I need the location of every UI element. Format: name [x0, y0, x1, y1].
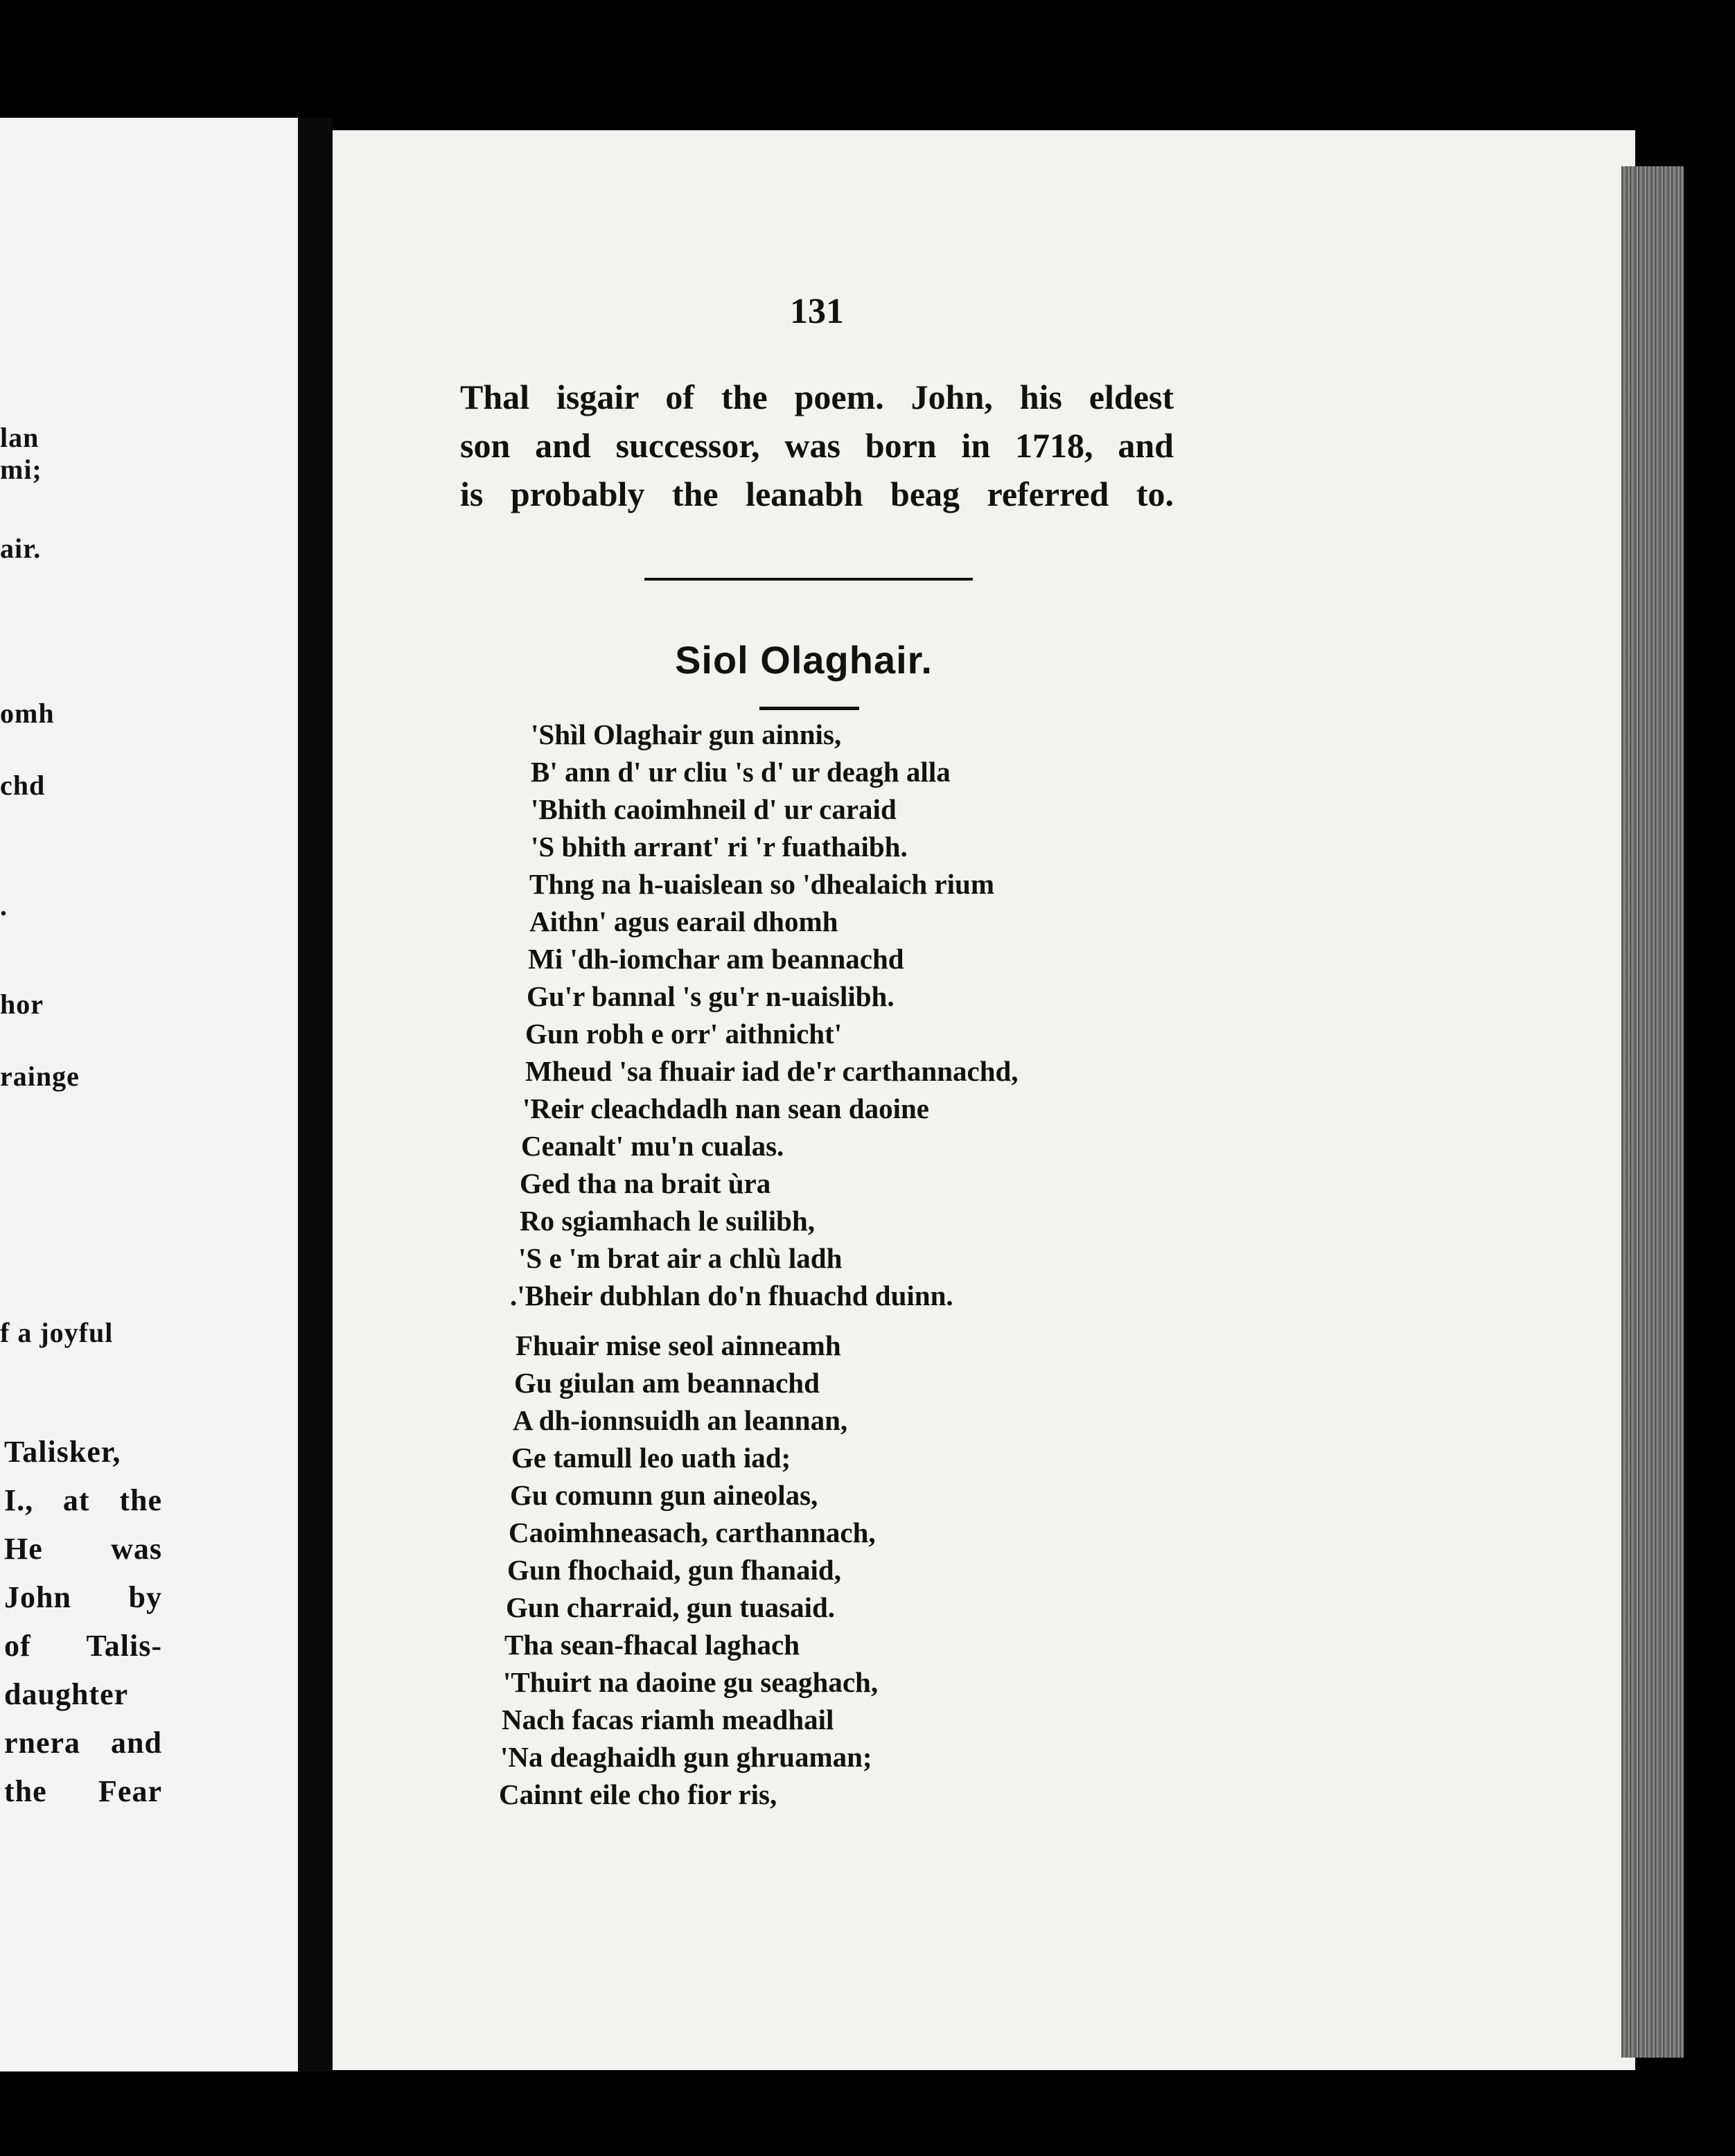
- prose-line: is probably the leanabh beag referred to.: [460, 475, 1174, 513]
- left-justified-line: daughter: [4, 1677, 129, 1711]
- poem-title: Siol Olaghair.: [675, 638, 933, 682]
- verse-line: Ro sgiamhach le suilibh,: [520, 1205, 816, 1237]
- left-justified-line: I., at the: [4, 1483, 162, 1517]
- verse-line: 'S bhith arrant' ri 'r fuathaibh.: [531, 831, 908, 863]
- verse-line: Gu giulan am beannachd: [514, 1367, 820, 1399]
- verse-line: Mi 'dh-iomchar am beannachd: [528, 943, 904, 975]
- prose-line: son and successor, was born in 1718, and: [460, 426, 1174, 465]
- verse-line: Aithn' agus earail dhomh: [529, 905, 838, 937]
- left-fragment-line: .: [0, 890, 8, 921]
- left-justified-line: Talisker,: [4, 1435, 121, 1469]
- verse-line: Cainnt eile cho fior ris,: [499, 1778, 777, 1810]
- left-fragment-line: air.: [0, 533, 42, 564]
- left-fragment-line: chd: [0, 770, 46, 801]
- verse-line: Gun charraid, gun tuasaid.: [506, 1591, 836, 1623]
- verse-line: 'Thuirt na daoine gu seaghach,: [503, 1666, 879, 1698]
- section-divider: [644, 578, 973, 581]
- left-page-fragment: [0, 118, 298, 2071]
- left-fragment-line: mi;: [0, 454, 42, 485]
- prose-line: Thal isgair of the poem. John, his eldest: [460, 378, 1174, 416]
- verse-line: 'Reir cleachdadh nan sean daoine: [522, 1093, 929, 1124]
- verse-line: Tha sean-fhacal laghach: [504, 1629, 800, 1661]
- verse-line: 'Shìl Olaghair gun ainnis,: [531, 718, 842, 750]
- book-gutter: [298, 118, 333, 2071]
- verse-line: Thng na h-uaislean so 'dhealaich rium: [529, 868, 994, 900]
- verse-line: Caoimhneasach, carthannach,: [509, 1517, 876, 1548]
- left-fragment-line: f a joyful: [0, 1317, 114, 1348]
- verse-line: .'Bheir dubhlan do'n fhuachd duinn.: [510, 1280, 953, 1311]
- verse-line: 'Bhith caoimhneil d' ur caraid: [531, 793, 897, 825]
- left-fragment-line: lan: [0, 422, 39, 453]
- verse-line: 'Na deaghaidh gun ghruaman;: [500, 1741, 872, 1773]
- left-fragment-line: rainge: [0, 1061, 80, 1092]
- left-fragment-line: omh: [0, 698, 55, 729]
- verse-line: Gun robh e orr' aithnicht': [525, 1018, 843, 1050]
- left-justified-line: of Talis-: [4, 1629, 162, 1663]
- title-underline: [759, 707, 859, 710]
- page-edges: [1621, 166, 1684, 2058]
- left-fragment-line: hor: [0, 989, 44, 1020]
- verse-line: Fhuair mise seol ainneamh: [516, 1329, 841, 1361]
- left-justified-line: the Fear: [4, 1774, 162, 1808]
- verse-line: Ge tamull leo uath iad;: [511, 1442, 791, 1474]
- left-justified-line: He was: [4, 1532, 162, 1566]
- verse-line: A dh-ionnsuidh an leannan,: [513, 1404, 848, 1436]
- verse-line: Nach facas riamh meadhail: [502, 1704, 834, 1735]
- left-justified-line: John by: [4, 1580, 162, 1614]
- verse-line: Ceanalt' mu'n cualas.: [521, 1130, 784, 1162]
- left-justified-line: rnera and: [4, 1726, 162, 1760]
- verse-line: Gu comunn gun aineolas,: [510, 1479, 818, 1511]
- verse-line: 'S e 'm brat air a chlù ladh: [518, 1242, 843, 1274]
- verse-line: B' ann d' ur cliu 's d' ur deagh alla: [531, 756, 951, 788]
- page-number: 131: [790, 292, 844, 331]
- verse-line: Mheud 'sa fhuair iad de'r carthannachd,: [525, 1055, 1019, 1087]
- verse-line: Gu'r bannal 's gu'r n-uaislibh.: [527, 980, 895, 1012]
- verse-line: Ged tha na brait ùra: [520, 1167, 771, 1199]
- verse-line: Gun fhochaid, gun fhanaid,: [507, 1554, 841, 1586]
